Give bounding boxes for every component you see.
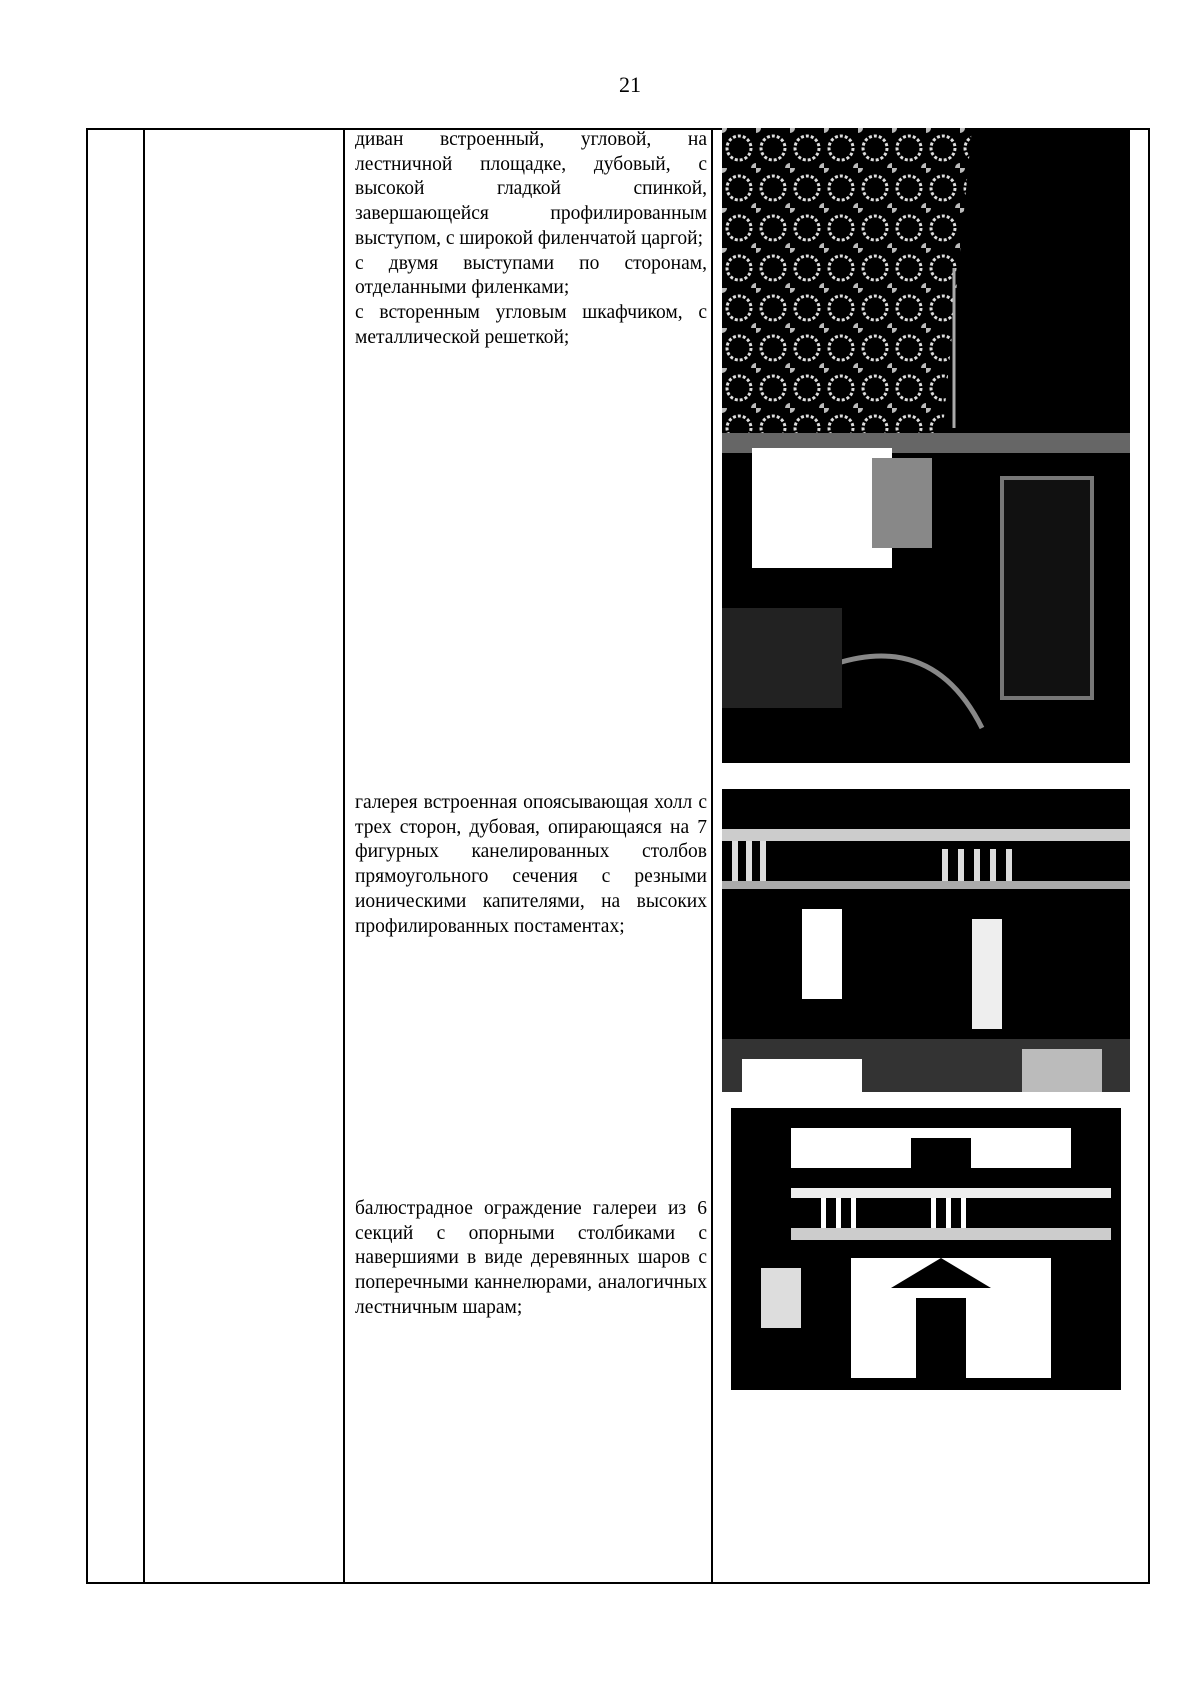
paragraph: диван встроенный, угловой, на лестничной площадке, дубовый, с высокой гладкой спинкой, завершающейся профилированным выступом, с широкой филенчатой царгой; [355, 129, 707, 249]
column-divider-3 [711, 130, 713, 1582]
photo-gallery [722, 789, 1130, 1092]
photo-balustrade [731, 1108, 1121, 1396]
item-description-balustrade [355, 1197, 707, 1321]
paragraph: с всторенным угловым шкафчиком, с металлической решеткой; [355, 301, 707, 348]
item-description-gallery [355, 791, 707, 939]
column-divider-1 [143, 130, 145, 1582]
photo-sofa [722, 128, 1130, 763]
paragraph: галерея встроенная опоясывающая холл с трех сторон, дубовая, опирающаяся на 7 фигурных канелированных столбов прямоугольного сечения с резными ионическими капителями, на высоких профилированных постаментах; [355, 792, 707, 937]
column-divider-2 [343, 130, 345, 1582]
paragraph: балюстрадное ограждение галереи из 6 секций с опорными столбиками с навершиями в виде деревянных шаров с поперечными каннелюрами, аналогичных лестничным шарам; [355, 1198, 707, 1318]
item-description-sofa [355, 128, 707, 350]
paragraph: с двумя выступами по сторонам, отделанными филенками; [355, 252, 707, 299]
page-number: 21 [619, 72, 641, 97]
